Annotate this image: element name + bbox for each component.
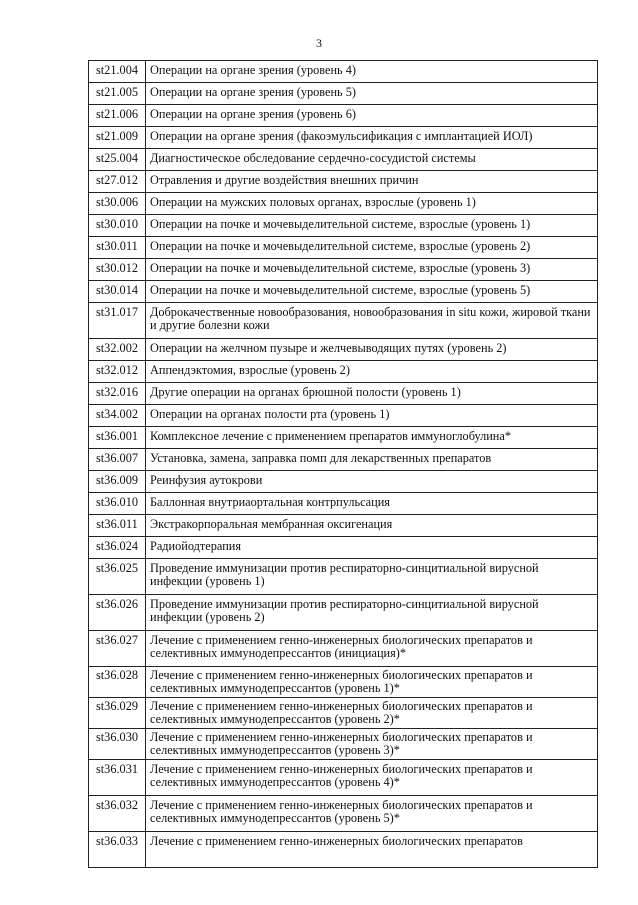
row-name: Аппендэктомия, взрослые (уровень 2): [146, 361, 598, 383]
row-name: Лечение с применением генно-инженерных биологических препаратов и селективных иммунодепрессантов (инициация)*: [146, 631, 598, 667]
row-code: st21.005: [89, 83, 146, 105]
row-code: st36.027: [89, 631, 146, 667]
row-name: Операции на мужских половых органах, взрослые (уровень 1): [146, 193, 598, 215]
row-name: Проведение иммунизации против респираторно-синцитиальной вирусной инфекции (уровень 1): [146, 559, 598, 595]
row-code: st32.002: [89, 339, 146, 361]
row-name: Операции на органе зрения (уровень 5): [146, 83, 598, 105]
row-name: Лечение с применением генно-инженерных биологических препаратов: [146, 832, 598, 868]
row-code: st36.033: [89, 832, 146, 868]
row-name: Лечение с применением генно-инженерных биологических препаратов и селективных иммунодепрессантов (уровень 5)*: [146, 796, 598, 832]
table-row: [89, 105, 598, 127]
table-row: [89, 559, 598, 595]
row-code: st30.011: [89, 237, 146, 259]
table-row: [89, 595, 598, 631]
row-name: Операции на почке и мочевыделительной системе, взрослые (уровень 5): [146, 281, 598, 303]
row-name: Диагностическое обследование сердечно-сосудистой системы: [146, 149, 598, 171]
row-name: Операции на органе зрения (уровень 4): [146, 61, 598, 83]
row-name: Операции на почке и мочевыделительной системе, взрослые (уровень 2): [146, 237, 598, 259]
row-name: Лечение с применением генно-инженерных биологических препаратов и селективных иммунодепрессантов (уровень 3)*: [146, 729, 598, 760]
table-row: [89, 471, 598, 493]
row-name: Операции на органе зрения (уровень 6): [146, 105, 598, 127]
row-code: st30.014: [89, 281, 146, 303]
row-code: st36.032: [89, 796, 146, 832]
table-row: [89, 729, 598, 760]
table-row: [89, 339, 598, 361]
row-code: st21.009: [89, 127, 146, 149]
table-row: [89, 537, 598, 559]
row-code: st30.012: [89, 259, 146, 281]
row-name: Операции на органах полости рта (уровень 1): [146, 405, 598, 427]
table-row: [89, 796, 598, 832]
table-row: [89, 493, 598, 515]
table-row: [89, 383, 598, 405]
row-name: Доброкачественные новообразования, новообразования in situ кожи, жировой ткани и другие болезни кожи: [146, 303, 598, 339]
row-code: st32.016: [89, 383, 146, 405]
row-code: st36.024: [89, 537, 146, 559]
table-row: [89, 281, 598, 303]
table-row: [89, 405, 598, 427]
row-name: Баллонная внутриаортальная контрпульсация: [146, 493, 598, 515]
row-code: st25.004: [89, 149, 146, 171]
table-row: [89, 215, 598, 237]
ksg-table: [88, 60, 598, 868]
row-name: Установка, замена, заправка помп для лекарственных препаратов: [146, 449, 598, 471]
row-code: st34.002: [89, 405, 146, 427]
table-row: [89, 361, 598, 383]
row-code: st36.025: [89, 559, 146, 595]
table-row: [89, 237, 598, 259]
row-name: Операции на органе зрения (факоэмульсификация с имплантацией ИОЛ): [146, 127, 598, 149]
page-number: 3: [316, 36, 322, 50]
row-code: st36.029: [89, 698, 146, 729]
row-name: Операции на почке и мочевыделительной системе, взрослые (уровень 3): [146, 259, 598, 281]
table-row: [89, 631, 598, 667]
table-row: [89, 760, 598, 796]
row-code: st36.011: [89, 515, 146, 537]
row-code: st31.017: [89, 303, 146, 339]
row-code: st36.009: [89, 471, 146, 493]
row-code: st36.010: [89, 493, 146, 515]
table-row: [89, 303, 598, 339]
row-code: st21.004: [89, 61, 146, 83]
table-row: [89, 259, 598, 281]
table-row: [89, 667, 598, 698]
row-code: st36.030: [89, 729, 146, 760]
row-code: st36.026: [89, 595, 146, 631]
row-name: Лечение с применением генно-инженерных биологических препаратов и селективных иммунодепрессантов (уровень 4)*: [146, 760, 598, 796]
table-row: [89, 698, 598, 729]
row-name: Проведение иммунизации против респираторно-синцитиальной вирусной инфекции (уровень 2): [146, 595, 598, 631]
row-code: st27.012: [89, 171, 146, 193]
table-row: [89, 193, 598, 215]
row-name: Операции на почке и мочевыделительной системе, взрослые (уровень 1): [146, 215, 598, 237]
row-name: Лечение с применением генно-инженерных биологических препаратов и селективных иммунодепрессантов (уровень 1)*: [146, 667, 598, 698]
row-code: st21.006: [89, 105, 146, 127]
row-code: st36.001: [89, 427, 146, 449]
row-name: Операции на желчном пузыре и желчевыводящих путях (уровень 2): [146, 339, 598, 361]
row-code: st36.007: [89, 449, 146, 471]
table-row: [89, 427, 598, 449]
row-name: Лечение с применением генно-инженерных биологических препаратов и селективных иммунодепрессантов (уровень 2)*: [146, 698, 598, 729]
table-row: [89, 449, 598, 471]
row-name: Отравления и другие воздействия внешних причин: [146, 171, 598, 193]
table-row: [89, 171, 598, 193]
row-name: Реинфузия аутокрови: [146, 471, 598, 493]
table-row: [89, 127, 598, 149]
row-code: st36.028: [89, 667, 146, 698]
table-row: [89, 515, 598, 537]
row-name: Радиойодтерапия: [146, 537, 598, 559]
row-code: st30.006: [89, 193, 146, 215]
row-name: Комплексное лечение с применением препаратов иммуноглобулина*: [146, 427, 598, 449]
table-row: [89, 61, 598, 83]
row-name: Экстракорпоральная мембранная оксигенация: [146, 515, 598, 537]
table-row: [89, 83, 598, 105]
table-row: [89, 149, 598, 171]
row-name: Другие операции на органах брюшной полости (уровень 1): [146, 383, 598, 405]
table-row: [89, 832, 598, 868]
row-code: st36.031: [89, 760, 146, 796]
row-code: st30.010: [89, 215, 146, 237]
row-code: st32.012: [89, 361, 146, 383]
